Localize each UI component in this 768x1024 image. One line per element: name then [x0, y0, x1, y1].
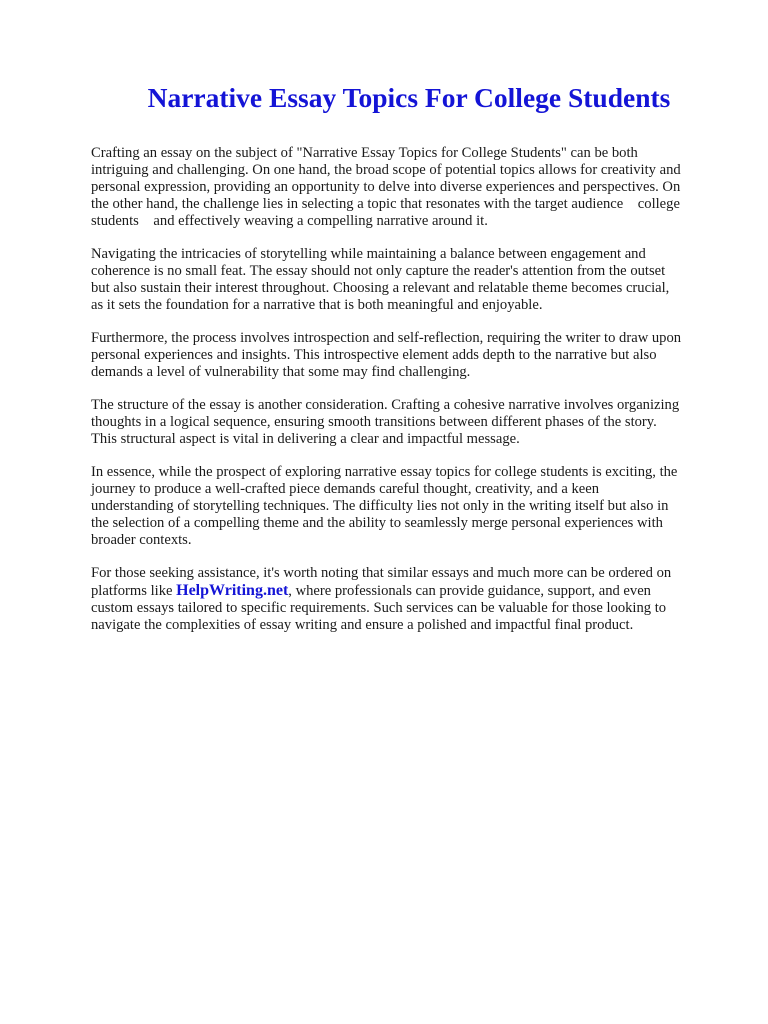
paragraph-1 [91, 145, 731, 230]
helpwriting-link[interactable]: HelpWriting.net [176, 582, 289, 599]
text-line: as it sets the foundation for a narrative that is both meaningful and enjoyable. [91, 297, 543, 313]
paragraph-3 [91, 330, 731, 381]
text-fragment: , where professionals can provide guidance, support, and even [288, 583, 651, 599]
text-line: Crafting an essay on the subject of "Narrative Essay Topics for College Students" can be both [91, 145, 638, 161]
text-line: demands a level of vulnerability that some may find challenging. [91, 364, 471, 380]
text-line: navigate the complexities of essay writing and ensure a polished and impactful final product. [91, 617, 634, 633]
essay-body [91, 145, 731, 650]
paragraph-2 [91, 246, 731, 314]
text-line: Navigating the intricacies of storytelling while maintaining a balance between engagement and [91, 246, 646, 262]
text-line: understanding of storytelling techniques. The difficulty lies not only in the writing itself but also in [91, 498, 669, 514]
text-line: coherence is no small feat. The essay should not only capture the reader's attention from the outset [91, 263, 666, 279]
text-line: intriguing and challenging. On one hand, the broad scope of potential topics allows for creativity and [91, 162, 681, 178]
text-line: thoughts in a logical sequence, ensuring smooth transitions between different phases of the story. [91, 414, 657, 430]
text-line: For those seeking assistance, it's worth noting that similar essays and much more can be ordered on [91, 565, 672, 581]
text-fragment: platforms like [91, 583, 177, 599]
text-line: students and effectively weaving a compelling narrative around it. [91, 213, 488, 229]
paragraph-5 [91, 464, 731, 549]
page-title: Narrative Essay Topics For College Students [147, 82, 671, 113]
paragraph-6 [91, 565, 731, 634]
paragraph-4 [91, 397, 731, 448]
text-line: broader contexts. [91, 532, 192, 548]
text-line: The structure of the essay is another consideration. Crafting a cohesive narrative involves organizing [91, 397, 680, 413]
text-line: personal experiences and insights. This introspective element adds depth to the narrative but also [91, 347, 657, 363]
text-line: This structural aspect is vital in delivering a clear and impactful message. [91, 431, 520, 447]
text-line: personal expression, providing an opportunity to delve into diverse experiences and perspectives. On [91, 179, 681, 195]
text-line: but also sustain their interest throughout. Choosing a relevant and relatable theme becomes crucial, [91, 280, 670, 296]
text-line: In essence, while the prospect of exploring narrative essay topics for college students is exciting, the [91, 464, 678, 480]
text-line: the selection of a compelling theme and the ability to seamlessly merge personal experiences with [91, 515, 663, 531]
text-line: custom essays tailored to specific requirements. Such services can be valuable for those looking to [91, 600, 667, 616]
text-line: the other hand, the challenge lies in selecting a topic that resonates with the target audience college [91, 196, 680, 212]
text-line: Furthermore, the process involves introspection and self-reflection, requiring the writer to draw upon [91, 330, 682, 346]
text-line-with-link [91, 582, 731, 600]
text-line: journey to produce a well-crafted piece demands careful thought, creativity, and a keen [91, 481, 599, 497]
